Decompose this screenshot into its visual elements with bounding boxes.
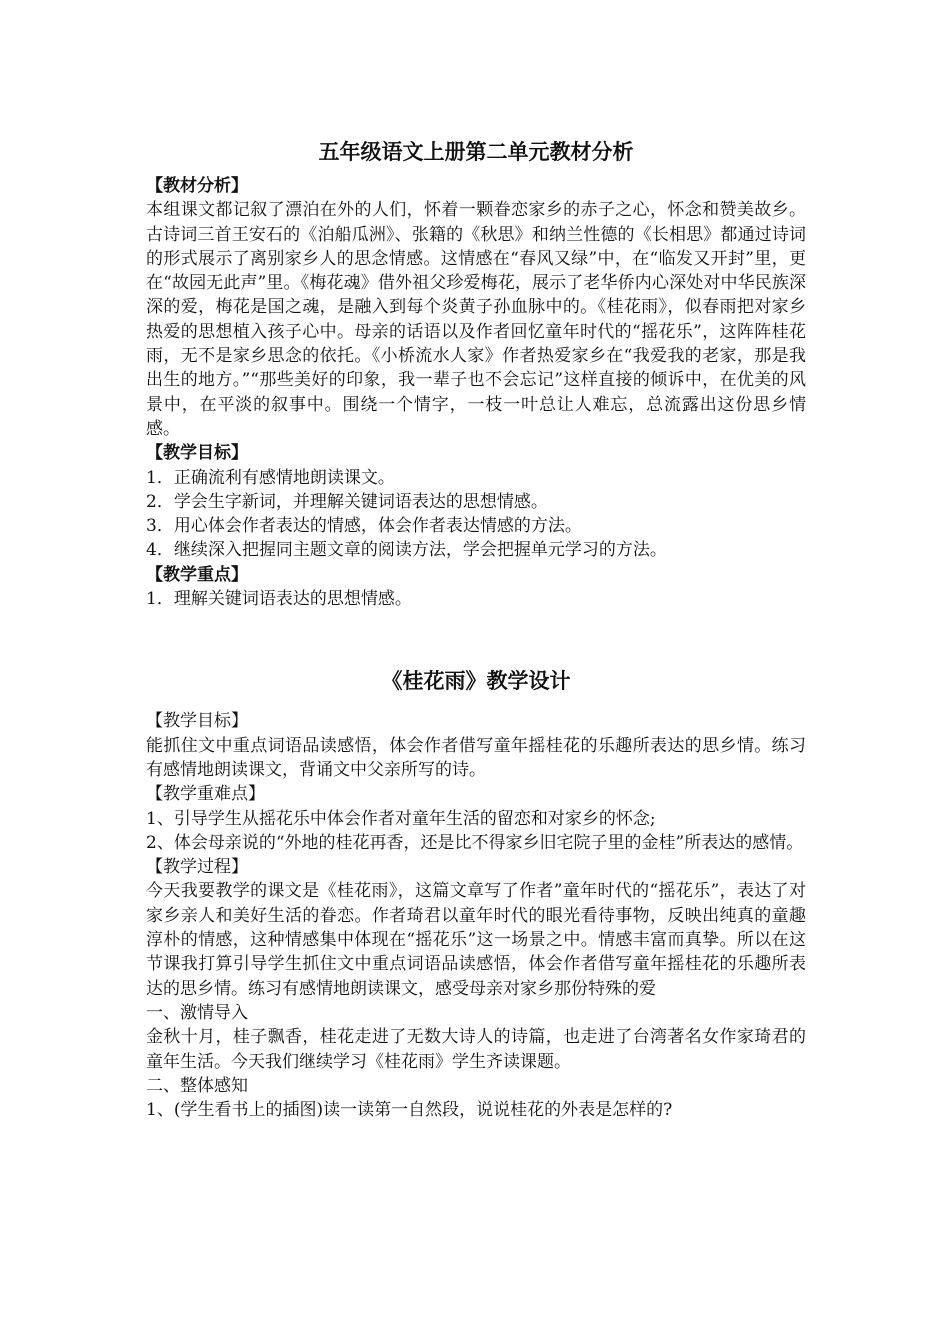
section-overview-paragraph: 1、(学生看书上的插图)读一读第一自然段，说说桂花的外表是怎样的? — [146, 1100, 673, 1121]
difficulty-item: 1、引导学生从摇花乐中体会作者对童年生活的留恋和对家乡的怀念; — [146, 808, 656, 829]
difficulty-heading: 【教学重难点】 — [146, 784, 265, 805]
unit-goal-item: 2．学会生字新词，并理解关键词语表达的思想情感。 — [146, 491, 548, 512]
section-heading-overview: 二、整体感知 — [146, 1075, 248, 1096]
lesson-title: 《桂花雨》教学设计 — [381, 668, 571, 694]
section-intro-paragraph: 金秋十月，桂子飘香，桂花走进了无数大诗人的诗篇，也走进了台湾著名女作家琦君的童年生活。今天我们继续学习《桂花雨》学生齐读课题。 — [146, 1027, 806, 1072]
unit-goals-heading: 【教学目标】 — [146, 443, 248, 464]
keypoints-heading: 【教学重点】 — [146, 564, 248, 585]
lesson-goals-paragraph: 能抓住文中重点词语品读感悟，体会作者借写童年摇桂花的乐趣所表达的思乡情。练习有感情地朗读课文，背诵文中父亲所写的诗。 — [146, 735, 806, 780]
unit-goal-item: 1．正确流利有感情地朗读课文。 — [146, 467, 395, 488]
keypoint-item: 1．理解关键词语表达的思想情感。 — [146, 589, 412, 610]
analysis-paragraph: 本组课文都记叙了漂泊在外的人们，怀着一颗眷恋家乡的赤子之心，怀念和赞美故乡。古诗词三首王安石的《泊船瓜洲》、张籍的《秋思》和纳兰性德的《长相思》都通过诗词的形式展示了离别家乡人的思念情感。这情感在“春风又绿”中，在“临发又开封”里，更在“故园无此声”里。《梅花魂》借外祖父珍爱梅花，展示了老华侨内心深处对中华民族深深的爱，梅花是国之魂，是融入到每个炎黄子孙血脉中的。《桂花雨》，似春雨把对家乡热爱的思想植入孩子心中。母亲的话语以及作者回忆童年时代的“摇花乐”，这阵阵桂花雨，无不是家乡思念的依托。《小桥流水人家》作者热爱家乡在“我爱我的老家，那是我出生的地方。”“那些美好的印象，我一辈子也不会忘记”这样直接的倾诉中，在优美的风景中，在平淡的叙事中。围绕一个情字，一枝一叶总让人难忘，总流露出这份思乡情感。 — [146, 200, 806, 439]
unit-goal-item: 3．用心体会作者表达的情感，体会作者表达情感的方法。 — [146, 516, 582, 537]
unit-goal-item: 4．继续深入把握同主题文章的阅读方法，学会把握单元学习的方法。 — [146, 540, 667, 561]
document-page — [146, 138, 806, 1122]
process-paragraph: 今天我要教学的课文是《桂花雨》，这篇文章写了作者”童年时代的“摇花乐”，表达了对家乡亲人和美好生活的眷恋。作者琦君以童年时代的眼光看待事物，反映出纯真的童趣淳朴的情感，这种情感集中体现在“摇花乐”这一场景之中。情感丰富而真挚。所以在这节课我打算引导学生抓住文中重点词语品读感悟，体会作者借写童年摇桂花的乐趣所表达的思乡情。练习有感情地朗读课文，感受母亲对家乡那份特殊的爱 — [146, 881, 806, 999]
difficulty-item: 2、体会母亲说的“外地的桂花再香，还是比不得家乡旧宅院子里的金桂”所表达的感情。 — [146, 832, 804, 853]
lesson-goals-heading: 【教学目标】 — [146, 711, 248, 732]
analysis-heading: 【教材分析】 — [146, 176, 248, 196]
unit-title: 五年级语文上册第二单元教材分析 — [318, 139, 634, 164]
section-heading-intro: 一、激情导入 — [146, 1002, 248, 1023]
process-heading: 【教学过程】 — [146, 857, 248, 878]
